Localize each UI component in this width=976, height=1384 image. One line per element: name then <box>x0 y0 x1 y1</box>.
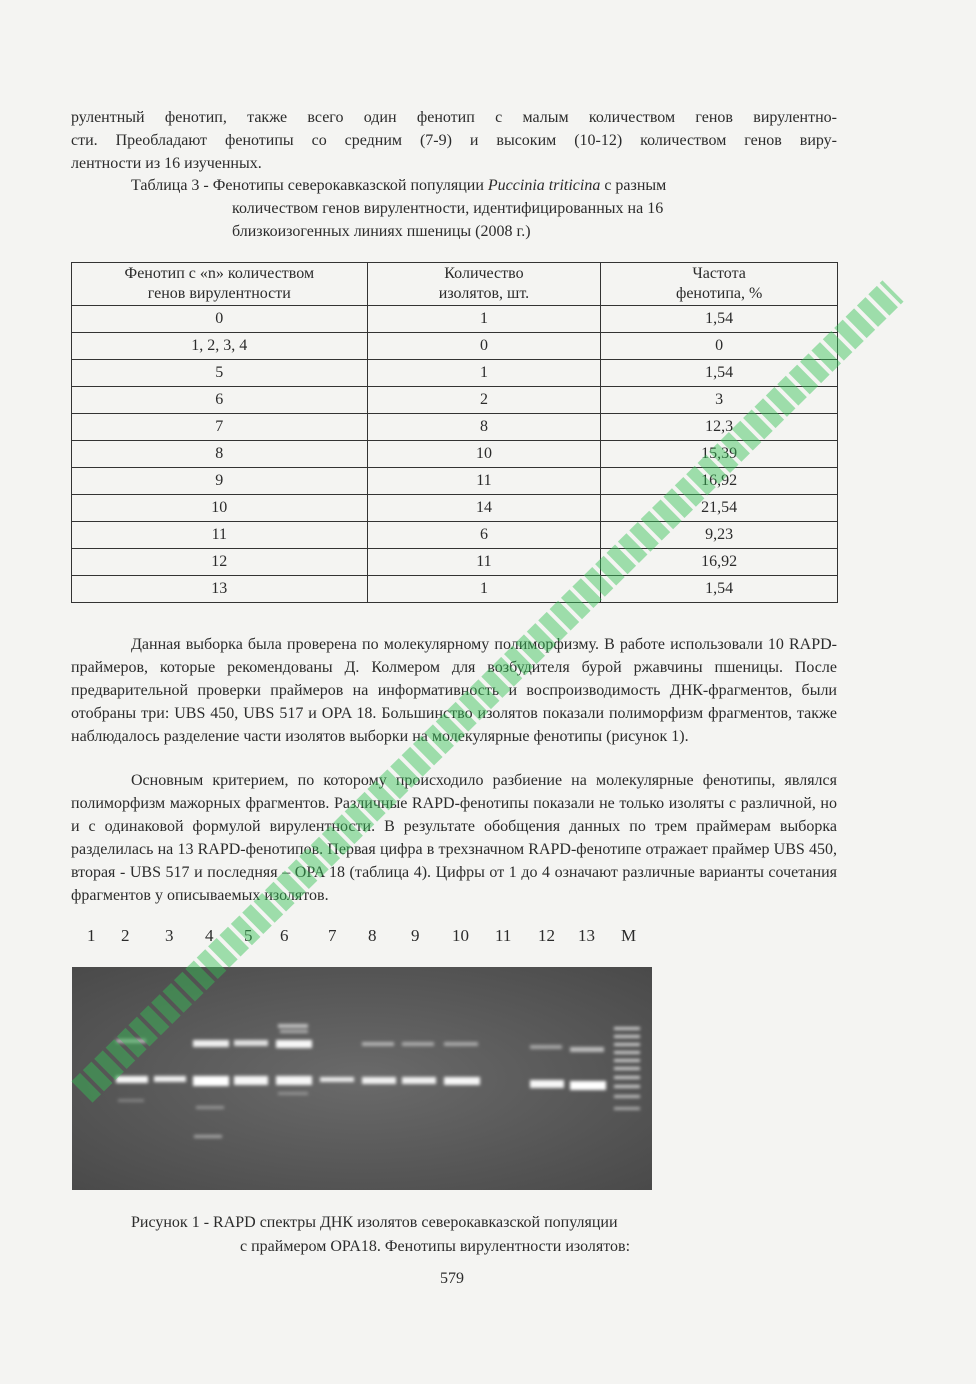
lane-label: 3 <box>165 926 174 945</box>
table-header-row <box>72 263 838 306</box>
rapd-gel-image <box>72 967 652 1190</box>
lane-label: 10 <box>452 926 469 945</box>
table-row: 10 14 21,54 <box>72 495 838 522</box>
table-row: 7 8 12,3 <box>72 414 838 441</box>
intro-line-3: лентности из 16 изученных. <box>71 155 262 172</box>
table-caption-line-3: близкоизогенных линиях пшеницы (2008 г.) <box>232 223 531 240</box>
table-row: 13 1 1,54 <box>72 576 838 603</box>
lane-label: 12 <box>538 926 555 945</box>
figure-caption-line-1: Рисунок 1 - RAPD спектры ДНК изолятов северокавказской популяции <box>131 1214 618 1231</box>
table-row: 9 11 16,92 <box>72 468 838 495</box>
page-number: 579 <box>440 1270 464 1287</box>
table-row: 12 11 16,92 <box>72 549 838 576</box>
header-isolate-count: Количество изолятов, шт. <box>367 263 601 306</box>
lane-label: 7 <box>328 926 337 945</box>
lane-label: 11 <box>495 926 512 945</box>
paragraph-criteria: Основным критерием, по которому происходило разбиение на молекулярные фенотипы, являлся полиморфизм мажорных фрагментов. Различные RAPD-фенотипы показали не только изоляты с различной, но и с одинаковой формулой вирулентности. В результате обобщения данных по трем праймерам выборка разделилась на 13 RAPD-фенотипов. Первая цифра в трехзначном RAPD-фенотипе отражает праймер UBS 450, вторая - UBS 517 и последняя – OPA 18 (таблица 4). Цифры от 1 до 4 означают различные варианты сочетания фрагментов у описываемых изолятов. <box>71 772 837 904</box>
species-name: Puccinia triticina <box>487 177 601 194</box>
lane-label: 9 <box>411 926 420 945</box>
figure-caption-line-2: с праймером OPA18. Фенотипы вирулентности изолятов: <box>240 1238 631 1255</box>
table-row: 1, 2, 3, 4 0 0 <box>72 333 838 360</box>
lane-label: 8 <box>368 926 377 945</box>
table-row: 6 2 3 <box>72 387 838 414</box>
intro-line-1: рулентный фенотип, также всего один фенотип с малым количеством генов вирулентно- <box>71 109 837 126</box>
lane-label: 13 <box>578 926 595 945</box>
lane-label: 2 <box>121 926 130 945</box>
lane-label: 4 <box>205 926 214 945</box>
lane-label: 1 <box>87 926 96 945</box>
table-row: 11 6 9,23 <box>72 522 838 549</box>
header-frequency: Частота фенотипа, % <box>601 263 838 306</box>
phenotype-table <box>71 262 838 603</box>
lane-label: 5 <box>244 926 253 945</box>
lane-label: M <box>621 926 637 945</box>
paragraph-polymorphism: Данная выборка была проверена по молекулярному полиморфизму. В работе использовали 10 RAPD-праймеров, которые рекомендованы Д. Колмером для возбудителя бурой ржавчины пшеницы. После предварительной проверки праймеров на информативность и воспроизводимость ДНК-фрагментов, были отобраны три: UBS 450, UBS 517 и OPA 18. Большинство изолятов показали полиморфизм фрагментов, также наблюдалось разделение части изолятов выборки на молекулярные фенотипы (рисунок 1). <box>71 636 837 745</box>
header-phenotype: Фенотип с «n» количеством генов вирулентности <box>72 263 368 306</box>
table-row: 8 10 15,39 <box>72 441 838 468</box>
table-row: 0 1 1,54 <box>72 306 838 333</box>
table-caption-line-1: Таблица 3 - Фенотипы северокавказской популяции Puccinia triticina с разным <box>131 177 667 194</box>
intro-line-2: сти. Преобладают фенотипы со средним (7-9) и высоким (10-12) количеством генов виру- <box>71 132 837 149</box>
lane-label: 6 <box>280 926 289 945</box>
intro-paragraph <box>71 106 837 175</box>
gel-lane-labels <box>0 926 976 950</box>
table-caption-line-2: количеством генов вирулентности, идентифицированных на 16 <box>232 200 664 217</box>
table-row: 5 1 1,54 <box>72 360 838 387</box>
